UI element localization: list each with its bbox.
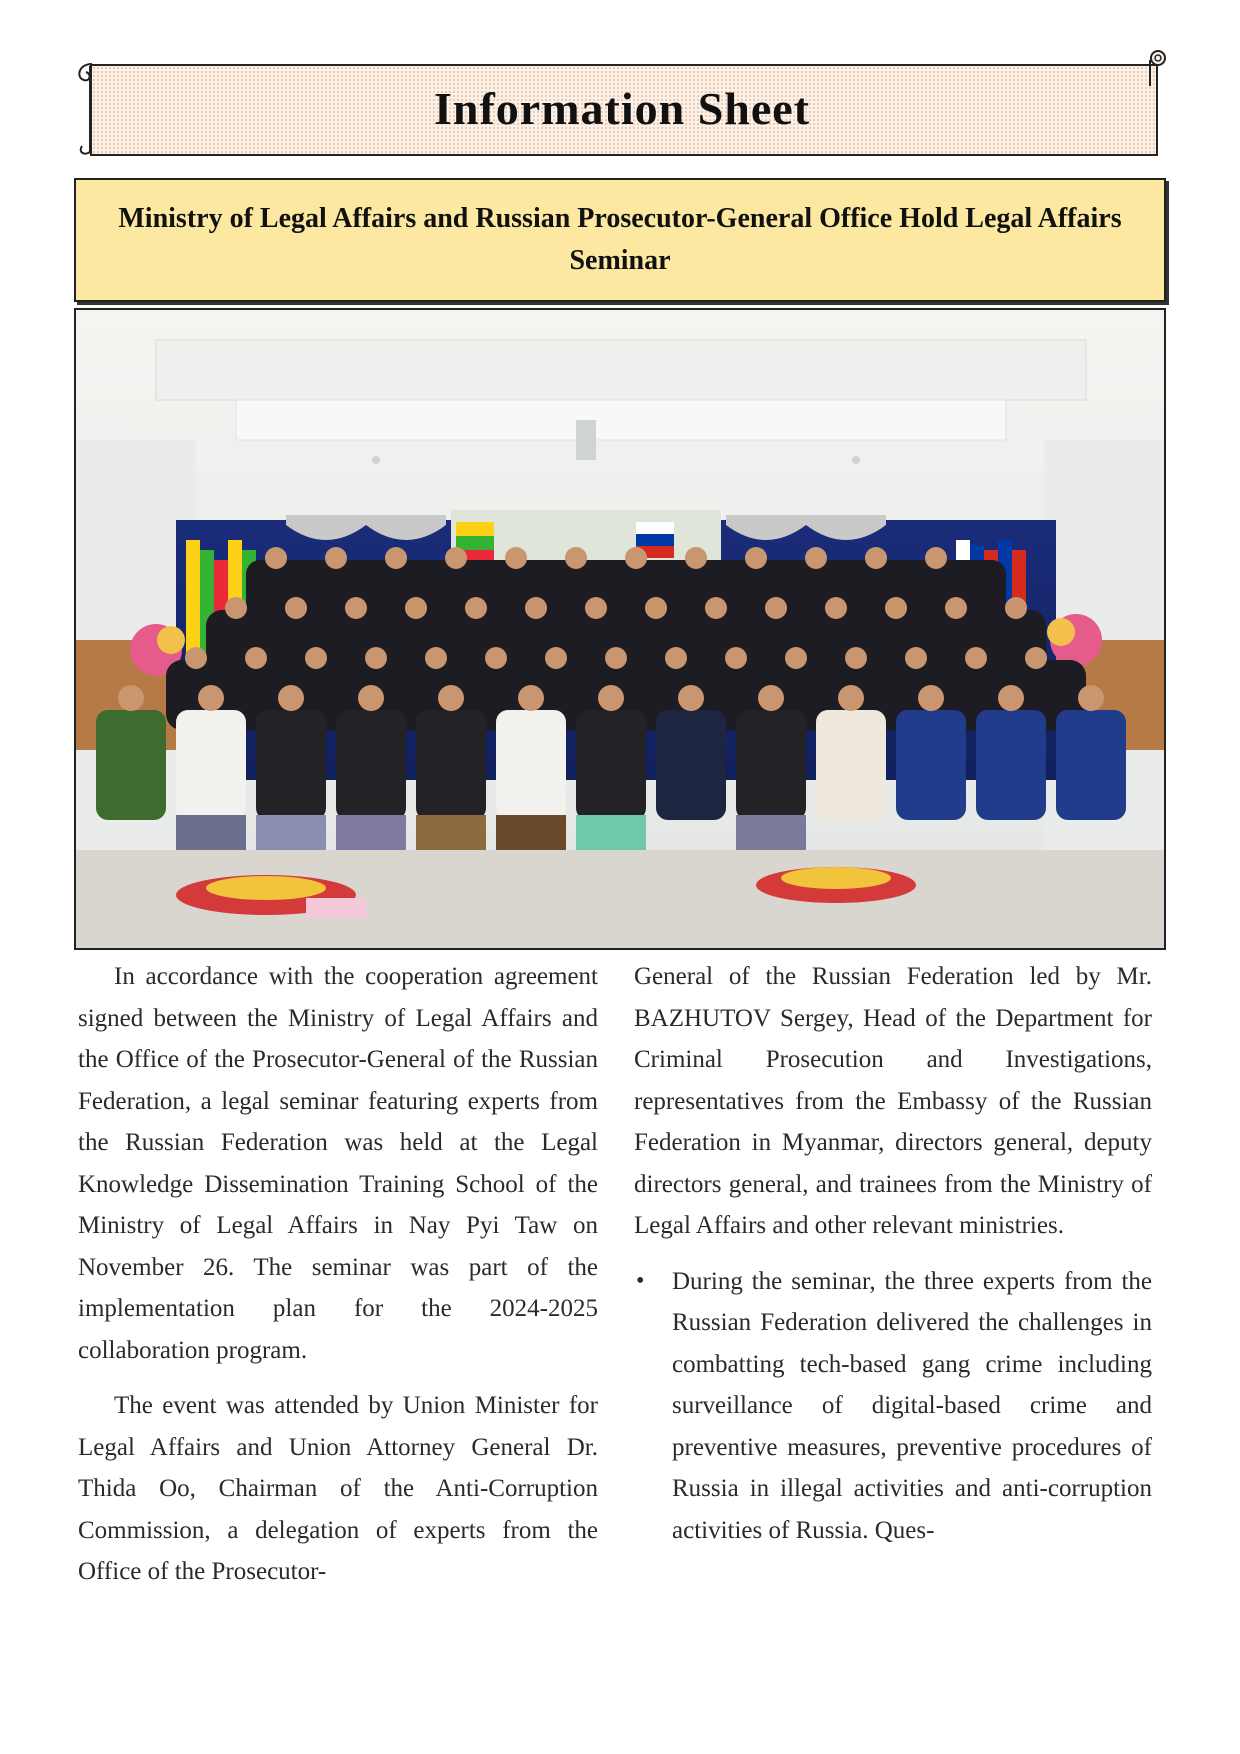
article-headline-box [74, 178, 1166, 302]
list-item [634, 1261, 1152, 1552]
article-paragraph: In accordance with the cooperation agreement signed between the Ministry of Legal Affairs and the Office of the Prosecutor-General of the Russian Federation, a legal seminar featuring experts from the Russian Federation was held at the Legal Knowledge Dissemination Training School of the Ministry of Legal Affairs in Nay Pyi Taw on November 26. The seminar was part of the implementation plan for the 2024-2025 collaboration program. [78, 963, 598, 1364]
bullet-text: During the seminar, the three experts from the Russian Federation delivered the challenges in combatting tech-based gang crime including surveillance of digital-based crime and preventive measures, preventive procedures of Russia in illegal activities and anti-corruption activities of Russia. Ques- [672, 1267, 1152, 1544]
article-right-column [634, 956, 1152, 1551]
bullet-list [634, 1261, 1152, 1552]
page-title: Information Sheet [433, 83, 811, 134]
bullet-icon: • [636, 1267, 645, 1294]
article-paragraph: General of the Russian Federation led by Mr. BAZHUTOV Sergey, Head of the Department for Criminal Prosecution and Investigations, representatives from the Embassy of the Russian Federation in Myanmar, directors general, deputy directors general, and trainees from the Ministry of Legal Affairs and other relevant ministries. [634, 963, 1152, 1239]
scroll-curl-right-icon [1144, 46, 1170, 86]
title-banner [74, 60, 1170, 158]
group-photo [74, 308, 1166, 950]
article-left-column [78, 956, 598, 1607]
article-headline: Ministry of Legal Affairs and Russian Prosecutor-General Office Hold Legal Affairs Seminar [118, 203, 1122, 276]
article-paragraph: The event was attended by Union Minister for Legal Affairs and Union Attorney General Dr. Thida Oo, Chairman of the Anti-Corruption Commission, a delegation of experts from the Office of the Prosecutor- [78, 1392, 598, 1585]
group-photo-image [76, 310, 1164, 948]
